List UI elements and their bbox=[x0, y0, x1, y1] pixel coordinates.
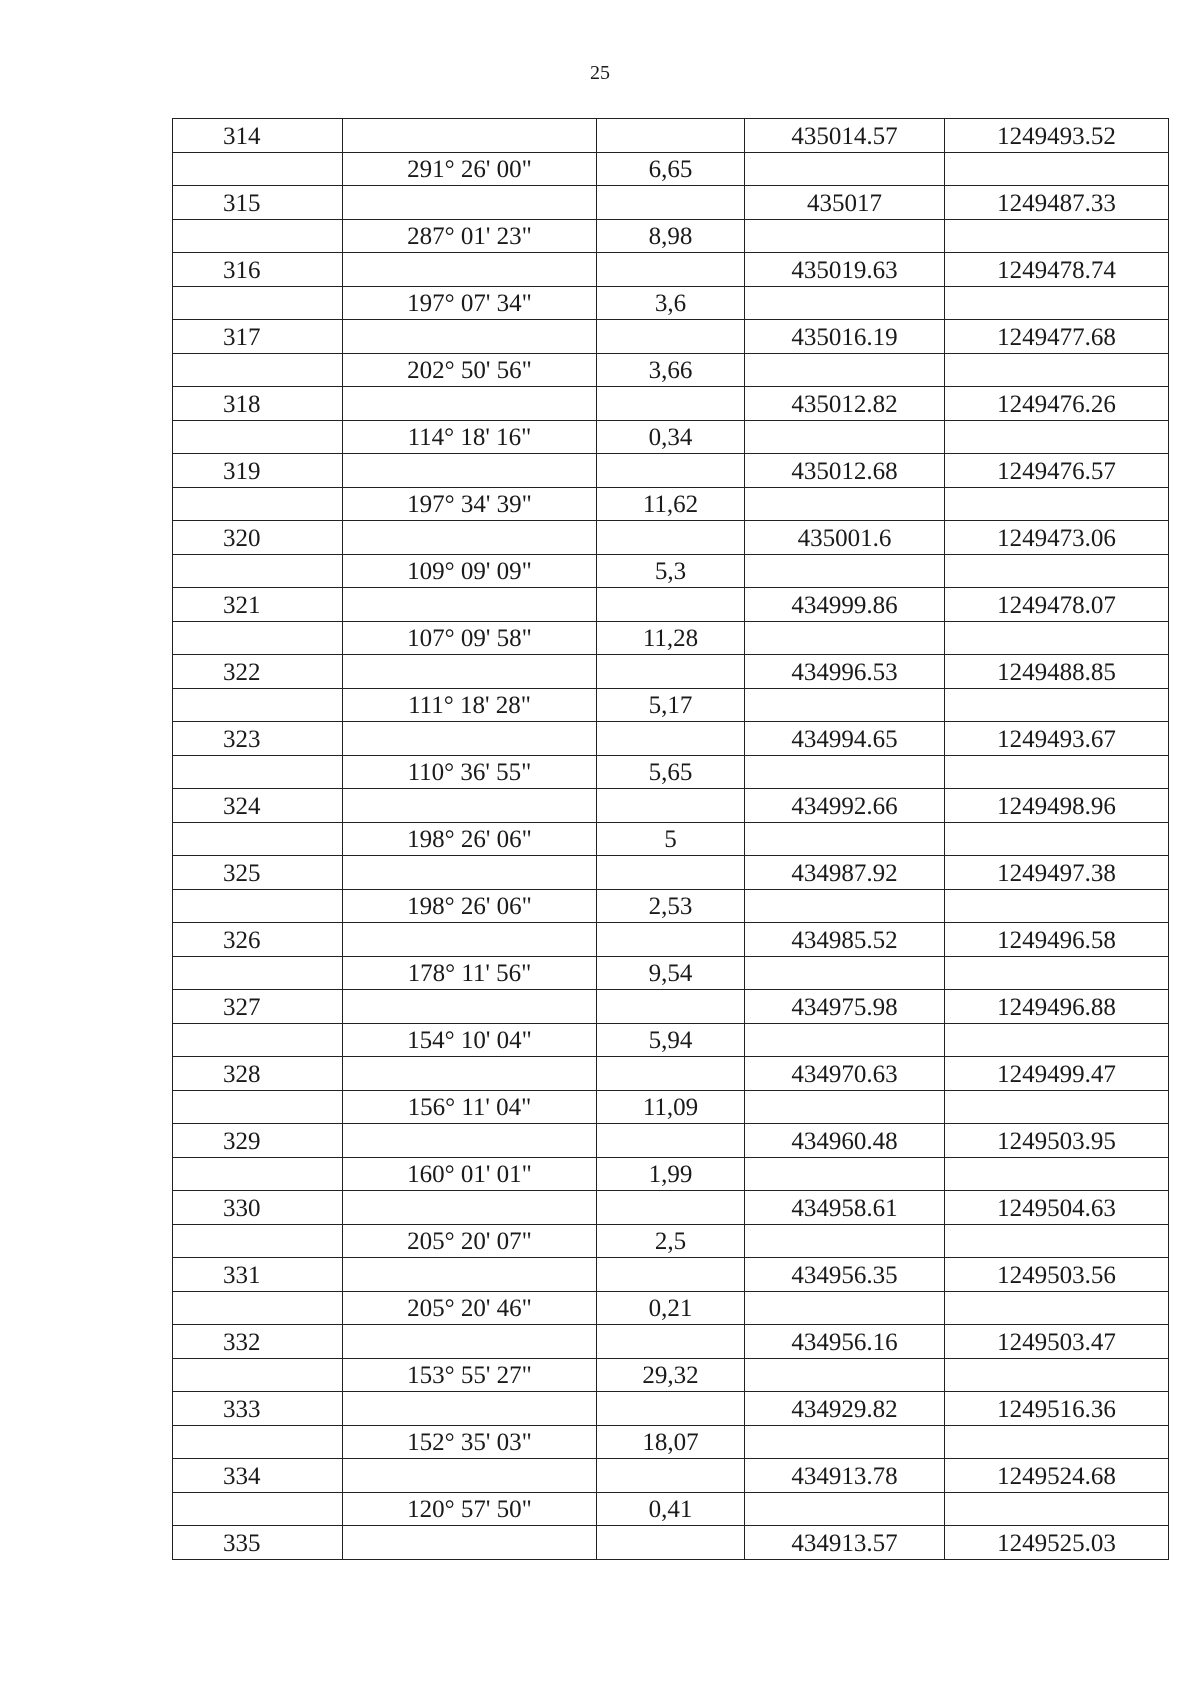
point-number-cell bbox=[173, 1023, 343, 1057]
point-number-cell bbox=[173, 487, 343, 521]
x-coordinate-cell bbox=[745, 152, 945, 186]
distance-cell: 5,3 bbox=[597, 554, 745, 588]
y-coordinate-cell bbox=[945, 219, 1169, 253]
distance-cell bbox=[597, 856, 745, 890]
x-coordinate-cell bbox=[745, 554, 945, 588]
y-coordinate-cell bbox=[945, 688, 1169, 722]
direction-angle-cell: 109° 09' 09" bbox=[343, 554, 597, 588]
distance-cell bbox=[597, 655, 745, 689]
direction-angle-cell bbox=[343, 1526, 597, 1560]
y-coordinate-cell: 1249496.58 bbox=[945, 923, 1169, 957]
y-coordinate-cell bbox=[945, 420, 1169, 454]
direction-angle-cell: 197° 34' 39" bbox=[343, 487, 597, 521]
x-coordinate-cell: 435017 bbox=[745, 186, 945, 220]
point-row bbox=[173, 789, 1169, 823]
distance-cell bbox=[597, 454, 745, 488]
x-coordinate-cell: 434956.35 bbox=[745, 1258, 945, 1292]
y-coordinate-cell: 1249473.06 bbox=[945, 521, 1169, 555]
distance-cell: 5,17 bbox=[597, 688, 745, 722]
y-coordinate-cell: 1249503.56 bbox=[945, 1258, 1169, 1292]
x-coordinate-cell bbox=[745, 956, 945, 990]
distance-cell: 3,66 bbox=[597, 353, 745, 387]
point-row bbox=[173, 186, 1169, 220]
direction-angle-cell bbox=[343, 320, 597, 354]
point-number-cell bbox=[173, 688, 343, 722]
distance-cell bbox=[597, 387, 745, 421]
y-coordinate-cell: 1249477.68 bbox=[945, 320, 1169, 354]
point-row bbox=[173, 119, 1169, 153]
point-row bbox=[173, 1459, 1169, 1493]
direction-angle-cell: 154° 10' 04" bbox=[343, 1023, 597, 1057]
distance-cell: 6,65 bbox=[597, 152, 745, 186]
direction-angle-cell bbox=[343, 655, 597, 689]
x-coordinate-cell: 434985.52 bbox=[745, 923, 945, 957]
x-coordinate-cell bbox=[745, 1291, 945, 1325]
segment-row bbox=[173, 1291, 1169, 1325]
point-number-cell: 328 bbox=[173, 1057, 343, 1091]
point-number-cell bbox=[173, 420, 343, 454]
distance-cell bbox=[597, 588, 745, 622]
distance-cell: 0,34 bbox=[597, 420, 745, 454]
point-number-cell bbox=[173, 1291, 343, 1325]
point-row bbox=[173, 722, 1169, 756]
segment-row bbox=[173, 822, 1169, 856]
point-number-cell bbox=[173, 152, 343, 186]
segment-row bbox=[173, 688, 1169, 722]
distance-cell: 29,32 bbox=[597, 1358, 745, 1392]
point-number-cell: 335 bbox=[173, 1526, 343, 1560]
y-coordinate-cell bbox=[945, 1090, 1169, 1124]
direction-angle-cell: 291° 26' 00" bbox=[343, 152, 597, 186]
direction-angle-cell bbox=[343, 253, 597, 287]
y-coordinate-cell: 1249497.38 bbox=[945, 856, 1169, 890]
direction-angle-cell bbox=[343, 1124, 597, 1158]
y-coordinate-cell bbox=[945, 1425, 1169, 1459]
distance-cell bbox=[597, 320, 745, 354]
direction-angle-cell: 120° 57' 50" bbox=[343, 1492, 597, 1526]
distance-cell bbox=[597, 1191, 745, 1225]
coordinates-table-body bbox=[173, 119, 1169, 1560]
distance-cell: 3,6 bbox=[597, 286, 745, 320]
point-number-cell: 324 bbox=[173, 789, 343, 823]
segment-row bbox=[173, 621, 1169, 655]
distance-cell: 5,94 bbox=[597, 1023, 745, 1057]
point-row bbox=[173, 454, 1169, 488]
x-coordinate-cell bbox=[745, 1224, 945, 1258]
point-number-cell bbox=[173, 755, 343, 789]
direction-angle-cell bbox=[343, 186, 597, 220]
x-coordinate-cell bbox=[745, 420, 945, 454]
point-number-cell: 315 bbox=[173, 186, 343, 220]
point-row bbox=[173, 923, 1169, 957]
point-number-cell bbox=[173, 554, 343, 588]
y-coordinate-cell: 1249498.96 bbox=[945, 789, 1169, 823]
direction-angle-cell: 202° 50' 56" bbox=[343, 353, 597, 387]
direction-angle-cell bbox=[343, 856, 597, 890]
point-number-cell bbox=[173, 822, 343, 856]
direction-angle-cell bbox=[343, 1057, 597, 1091]
point-number-cell: 322 bbox=[173, 655, 343, 689]
point-row bbox=[173, 387, 1169, 421]
segment-row bbox=[173, 956, 1169, 990]
point-row bbox=[173, 320, 1169, 354]
point-number-cell bbox=[173, 353, 343, 387]
y-coordinate-cell bbox=[945, 1492, 1169, 1526]
distance-cell: 0,21 bbox=[597, 1291, 745, 1325]
direction-angle-cell bbox=[343, 789, 597, 823]
point-row bbox=[173, 1191, 1169, 1225]
distance-cell: 2,5 bbox=[597, 1224, 745, 1258]
y-coordinate-cell bbox=[945, 1291, 1169, 1325]
x-coordinate-cell: 434999.86 bbox=[745, 588, 945, 622]
point-row bbox=[173, 588, 1169, 622]
distance-cell bbox=[597, 119, 745, 153]
y-coordinate-cell: 1249524.68 bbox=[945, 1459, 1169, 1493]
point-number-cell: 331 bbox=[173, 1258, 343, 1292]
distance-cell: 11,62 bbox=[597, 487, 745, 521]
distance-cell bbox=[597, 1258, 745, 1292]
point-number-cell: 316 bbox=[173, 253, 343, 287]
point-number-cell: 319 bbox=[173, 454, 343, 488]
y-coordinate-cell: 1249488.85 bbox=[945, 655, 1169, 689]
distance-cell: 2,53 bbox=[597, 889, 745, 923]
point-number-cell: 326 bbox=[173, 923, 343, 957]
x-coordinate-cell: 434960.48 bbox=[745, 1124, 945, 1158]
direction-angle-cell bbox=[343, 454, 597, 488]
segment-row bbox=[173, 889, 1169, 923]
point-number-cell: 330 bbox=[173, 1191, 343, 1225]
y-coordinate-cell: 1249487.33 bbox=[945, 186, 1169, 220]
y-coordinate-cell bbox=[945, 889, 1169, 923]
distance-cell: 11,09 bbox=[597, 1090, 745, 1124]
distance-cell bbox=[597, 186, 745, 220]
distance-cell: 1,99 bbox=[597, 1157, 745, 1191]
x-coordinate-cell: 434994.65 bbox=[745, 722, 945, 756]
y-coordinate-cell: 1249503.47 bbox=[945, 1325, 1169, 1359]
point-row bbox=[173, 253, 1169, 287]
direction-angle-cell bbox=[343, 387, 597, 421]
segment-row bbox=[173, 286, 1169, 320]
coordinates-table bbox=[172, 118, 1169, 1560]
x-coordinate-cell bbox=[745, 621, 945, 655]
segment-row bbox=[173, 152, 1169, 186]
direction-angle-cell bbox=[343, 923, 597, 957]
direction-angle-cell bbox=[343, 1392, 597, 1426]
distance-cell bbox=[597, 1124, 745, 1158]
point-number-cell: 325 bbox=[173, 856, 343, 890]
point-number-cell: 320 bbox=[173, 521, 343, 555]
direction-angle-cell bbox=[343, 1459, 597, 1493]
point-number-cell bbox=[173, 286, 343, 320]
y-coordinate-cell bbox=[945, 1358, 1169, 1392]
segment-row bbox=[173, 487, 1169, 521]
x-coordinate-cell: 434992.66 bbox=[745, 789, 945, 823]
x-coordinate-cell bbox=[745, 487, 945, 521]
x-coordinate-cell bbox=[745, 286, 945, 320]
point-row bbox=[173, 1258, 1169, 1292]
distance-cell: 11,28 bbox=[597, 621, 745, 655]
x-coordinate-cell bbox=[745, 755, 945, 789]
distance-cell bbox=[597, 1459, 745, 1493]
segment-row bbox=[173, 420, 1169, 454]
x-coordinate-cell: 435016.19 bbox=[745, 320, 945, 354]
y-coordinate-cell bbox=[945, 152, 1169, 186]
point-number-cell: 321 bbox=[173, 588, 343, 622]
direction-angle-cell bbox=[343, 1325, 597, 1359]
direction-angle-cell bbox=[343, 521, 597, 555]
direction-angle-cell: 107° 09' 58" bbox=[343, 621, 597, 655]
direction-angle-cell: 110° 36' 55" bbox=[343, 755, 597, 789]
x-coordinate-cell bbox=[745, 1425, 945, 1459]
direction-angle-cell: 287° 01' 23" bbox=[343, 219, 597, 253]
direction-angle-cell: 152° 35' 03" bbox=[343, 1425, 597, 1459]
point-number-cell bbox=[173, 621, 343, 655]
point-number-cell: 314 bbox=[173, 119, 343, 153]
point-number-cell: 332 bbox=[173, 1325, 343, 1359]
distance-cell bbox=[597, 1526, 745, 1560]
y-coordinate-cell: 1249499.47 bbox=[945, 1057, 1169, 1091]
y-coordinate-cell: 1249504.63 bbox=[945, 1191, 1169, 1225]
x-coordinate-cell bbox=[745, 219, 945, 253]
segment-row bbox=[173, 219, 1169, 253]
x-coordinate-cell bbox=[745, 1023, 945, 1057]
x-coordinate-cell: 434970.63 bbox=[745, 1057, 945, 1091]
point-row bbox=[173, 1124, 1169, 1158]
segment-row bbox=[173, 1157, 1169, 1191]
point-number-cell bbox=[173, 1425, 343, 1459]
direction-angle-cell: 198° 26' 06" bbox=[343, 822, 597, 856]
distance-cell: 8,98 bbox=[597, 219, 745, 253]
distance-cell: 18,07 bbox=[597, 1425, 745, 1459]
segment-row bbox=[173, 755, 1169, 789]
direction-angle-cell: 197° 07' 34" bbox=[343, 286, 597, 320]
direction-angle-cell: 114° 18' 16" bbox=[343, 420, 597, 454]
x-coordinate-cell: 435019.63 bbox=[745, 253, 945, 287]
direction-angle-cell: 198° 26' 06" bbox=[343, 889, 597, 923]
segment-row bbox=[173, 554, 1169, 588]
point-row bbox=[173, 1325, 1169, 1359]
y-coordinate-cell bbox=[945, 1023, 1169, 1057]
y-coordinate-cell: 1249476.57 bbox=[945, 454, 1169, 488]
y-coordinate-cell: 1249478.07 bbox=[945, 588, 1169, 622]
point-number-cell: 317 bbox=[173, 320, 343, 354]
point-number-cell: 334 bbox=[173, 1459, 343, 1493]
y-coordinate-cell: 1249503.95 bbox=[945, 1124, 1169, 1158]
y-coordinate-cell bbox=[945, 487, 1169, 521]
direction-angle-cell bbox=[343, 588, 597, 622]
point-row bbox=[173, 856, 1169, 890]
segment-row bbox=[173, 353, 1169, 387]
distance-cell bbox=[597, 722, 745, 756]
x-coordinate-cell bbox=[745, 353, 945, 387]
distance-cell: 5,65 bbox=[597, 755, 745, 789]
segment-row bbox=[173, 1358, 1169, 1392]
segment-row bbox=[173, 1090, 1169, 1124]
point-number-cell: 333 bbox=[173, 1392, 343, 1426]
direction-angle-cell bbox=[343, 119, 597, 153]
distance-cell bbox=[597, 923, 745, 957]
distance-cell bbox=[597, 253, 745, 287]
x-coordinate-cell bbox=[745, 822, 945, 856]
y-coordinate-cell: 1249516.36 bbox=[945, 1392, 1169, 1426]
direction-angle-cell bbox=[343, 722, 597, 756]
distance-cell bbox=[597, 521, 745, 555]
x-coordinate-cell bbox=[745, 889, 945, 923]
x-coordinate-cell: 435012.82 bbox=[745, 387, 945, 421]
distance-cell bbox=[597, 1325, 745, 1359]
x-coordinate-cell bbox=[745, 688, 945, 722]
page-number: 25 bbox=[590, 62, 610, 84]
x-coordinate-cell: 434929.82 bbox=[745, 1392, 945, 1426]
y-coordinate-cell bbox=[945, 621, 1169, 655]
x-coordinate-cell: 434975.98 bbox=[745, 990, 945, 1024]
distance-cell bbox=[597, 990, 745, 1024]
distance-cell: 9,54 bbox=[597, 956, 745, 990]
x-coordinate-cell: 434913.78 bbox=[745, 1459, 945, 1493]
y-coordinate-cell: 1249493.67 bbox=[945, 722, 1169, 756]
point-row bbox=[173, 1392, 1169, 1426]
segment-row bbox=[173, 1492, 1169, 1526]
point-number-cell bbox=[173, 1224, 343, 1258]
x-coordinate-cell: 434913.57 bbox=[745, 1526, 945, 1560]
point-row bbox=[173, 655, 1169, 689]
point-row bbox=[173, 1526, 1169, 1560]
point-number-cell bbox=[173, 1492, 343, 1526]
direction-angle-cell bbox=[343, 1258, 597, 1292]
x-coordinate-cell: 435001.6 bbox=[745, 521, 945, 555]
distance-cell bbox=[597, 789, 745, 823]
segment-row bbox=[173, 1023, 1169, 1057]
y-coordinate-cell: 1249496.88 bbox=[945, 990, 1169, 1024]
x-coordinate-cell: 434958.61 bbox=[745, 1191, 945, 1225]
x-coordinate-cell: 434996.53 bbox=[745, 655, 945, 689]
point-number-cell bbox=[173, 956, 343, 990]
y-coordinate-cell bbox=[945, 956, 1169, 990]
y-coordinate-cell bbox=[945, 1157, 1169, 1191]
x-coordinate-cell bbox=[745, 1090, 945, 1124]
direction-angle-cell: 205° 20' 46" bbox=[343, 1291, 597, 1325]
point-number-cell bbox=[173, 1090, 343, 1124]
point-number-cell bbox=[173, 1157, 343, 1191]
segment-row bbox=[173, 1224, 1169, 1258]
direction-angle-cell: 178° 11' 56" bbox=[343, 956, 597, 990]
direction-angle-cell: 160° 01' 01" bbox=[343, 1157, 597, 1191]
y-coordinate-cell bbox=[945, 822, 1169, 856]
direction-angle-cell: 153° 55' 27" bbox=[343, 1358, 597, 1392]
y-coordinate-cell bbox=[945, 554, 1169, 588]
direction-angle-cell: 111° 18' 28" bbox=[343, 688, 597, 722]
point-row bbox=[173, 521, 1169, 555]
x-coordinate-cell: 435014.57 bbox=[745, 119, 945, 153]
x-coordinate-cell bbox=[745, 1157, 945, 1191]
point-number-cell bbox=[173, 889, 343, 923]
y-coordinate-cell: 1249478.74 bbox=[945, 253, 1169, 287]
x-coordinate-cell: 434987.92 bbox=[745, 856, 945, 890]
y-coordinate-cell bbox=[945, 286, 1169, 320]
point-number-cell bbox=[173, 1358, 343, 1392]
point-row bbox=[173, 1057, 1169, 1091]
x-coordinate-cell bbox=[745, 1492, 945, 1526]
point-number-cell: 318 bbox=[173, 387, 343, 421]
distance-cell bbox=[597, 1057, 745, 1091]
point-row bbox=[173, 990, 1169, 1024]
direction-angle-cell bbox=[343, 990, 597, 1024]
y-coordinate-cell bbox=[945, 755, 1169, 789]
distance-cell bbox=[597, 1392, 745, 1426]
direction-angle-cell: 156° 11' 04" bbox=[343, 1090, 597, 1124]
distance-cell: 0,41 bbox=[597, 1492, 745, 1526]
point-number-cell bbox=[173, 219, 343, 253]
direction-angle-cell: 205° 20' 07" bbox=[343, 1224, 597, 1258]
x-coordinate-cell bbox=[745, 1358, 945, 1392]
y-coordinate-cell: 1249493.52 bbox=[945, 119, 1169, 153]
y-coordinate-cell bbox=[945, 353, 1169, 387]
y-coordinate-cell bbox=[945, 1224, 1169, 1258]
point-number-cell: 329 bbox=[173, 1124, 343, 1158]
y-coordinate-cell: 1249525.03 bbox=[945, 1526, 1169, 1560]
direction-angle-cell bbox=[343, 1191, 597, 1225]
segment-row bbox=[173, 1425, 1169, 1459]
y-coordinate-cell: 1249476.26 bbox=[945, 387, 1169, 421]
point-number-cell: 327 bbox=[173, 990, 343, 1024]
point-number-cell: 323 bbox=[173, 722, 343, 756]
x-coordinate-cell: 435012.68 bbox=[745, 454, 945, 488]
x-coordinate-cell: 434956.16 bbox=[745, 1325, 945, 1359]
distance-cell: 5 bbox=[597, 822, 745, 856]
